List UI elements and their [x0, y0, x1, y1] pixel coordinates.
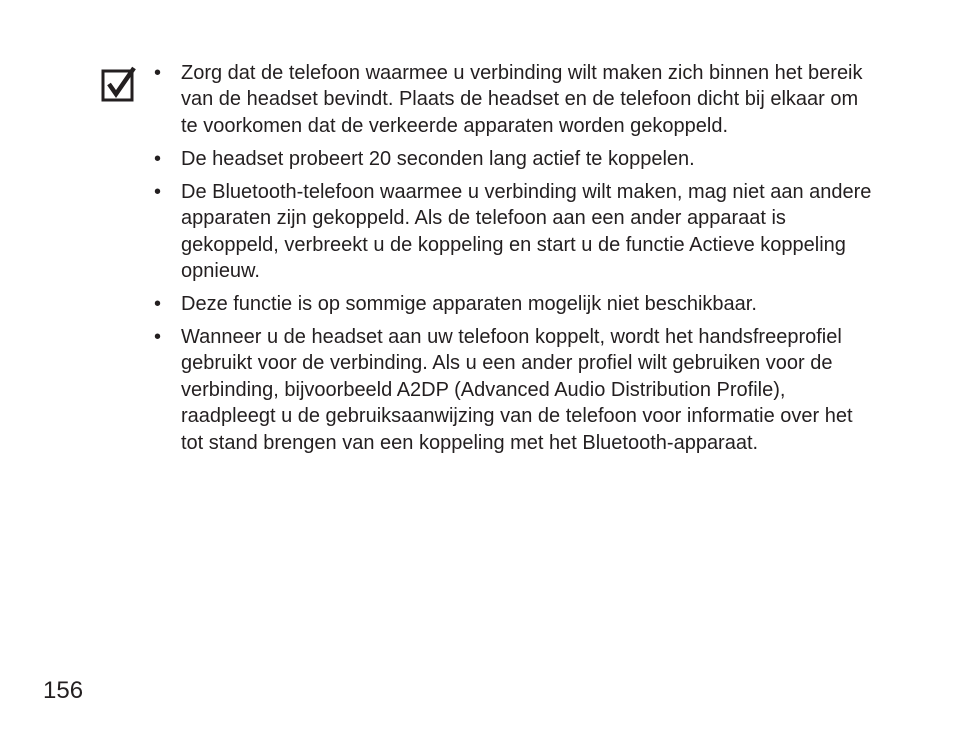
bullet-icon: • [154, 147, 162, 170]
list-item [154, 324, 874, 456]
list-item [154, 179, 874, 285]
bullet-icon: • [154, 326, 162, 349]
bullet-icon: • [154, 180, 162, 203]
bullet-icon: • [154, 293, 162, 316]
list-item [154, 291, 874, 317]
list-item-text: De headset probeert 20 seconden lang actief te koppelen. [181, 147, 695, 170]
list-item-text: Zorg dat de telefoon waarmee u verbinding wilt maken zich binnen het bereik van de headset bevindt. Plaats de headset en de telefoon dicht bij elkaar om te voorkomen dat de verkeerde apparaten worden gekoppeld. [181, 62, 863, 137]
checkbox-checked-icon [101, 66, 137, 102]
page-number: 156 [43, 677, 84, 704]
note-bullet-list [154, 60, 874, 463]
list-item [154, 60, 874, 139]
list-item [154, 146, 874, 172]
list-item-text: Wanneer u de headset aan uw telefoon koppelt, wordt het handsfreeprofiel gebruikt voor de verbinding. Als u een ander profiel wilt gebruiken voor de verbinding, bijvoorbeeld A2DP (Advanced Audio Distribution Profile), raadpleegt u de gebruiksaanwijzing van de telefoon voor informatie over het tot stand brengen van een koppeling met het Bluetooth-apparaat. [181, 326, 853, 454]
list-item-text: Deze functie is op sommige apparaten mogelijk niet beschikbaar. [181, 293, 757, 316]
list-item-text: De Bluetooth-telefoon waarmee u verbinding wilt maken, mag niet aan andere apparaten zijn gekoppeld. Als de telefoon aan een ander apparaat is gekoppeld, verbreekt u de koppeling en start u de functie Actieve koppeling opnieuw. [181, 180, 872, 283]
bullet-icon: • [154, 62, 162, 84]
